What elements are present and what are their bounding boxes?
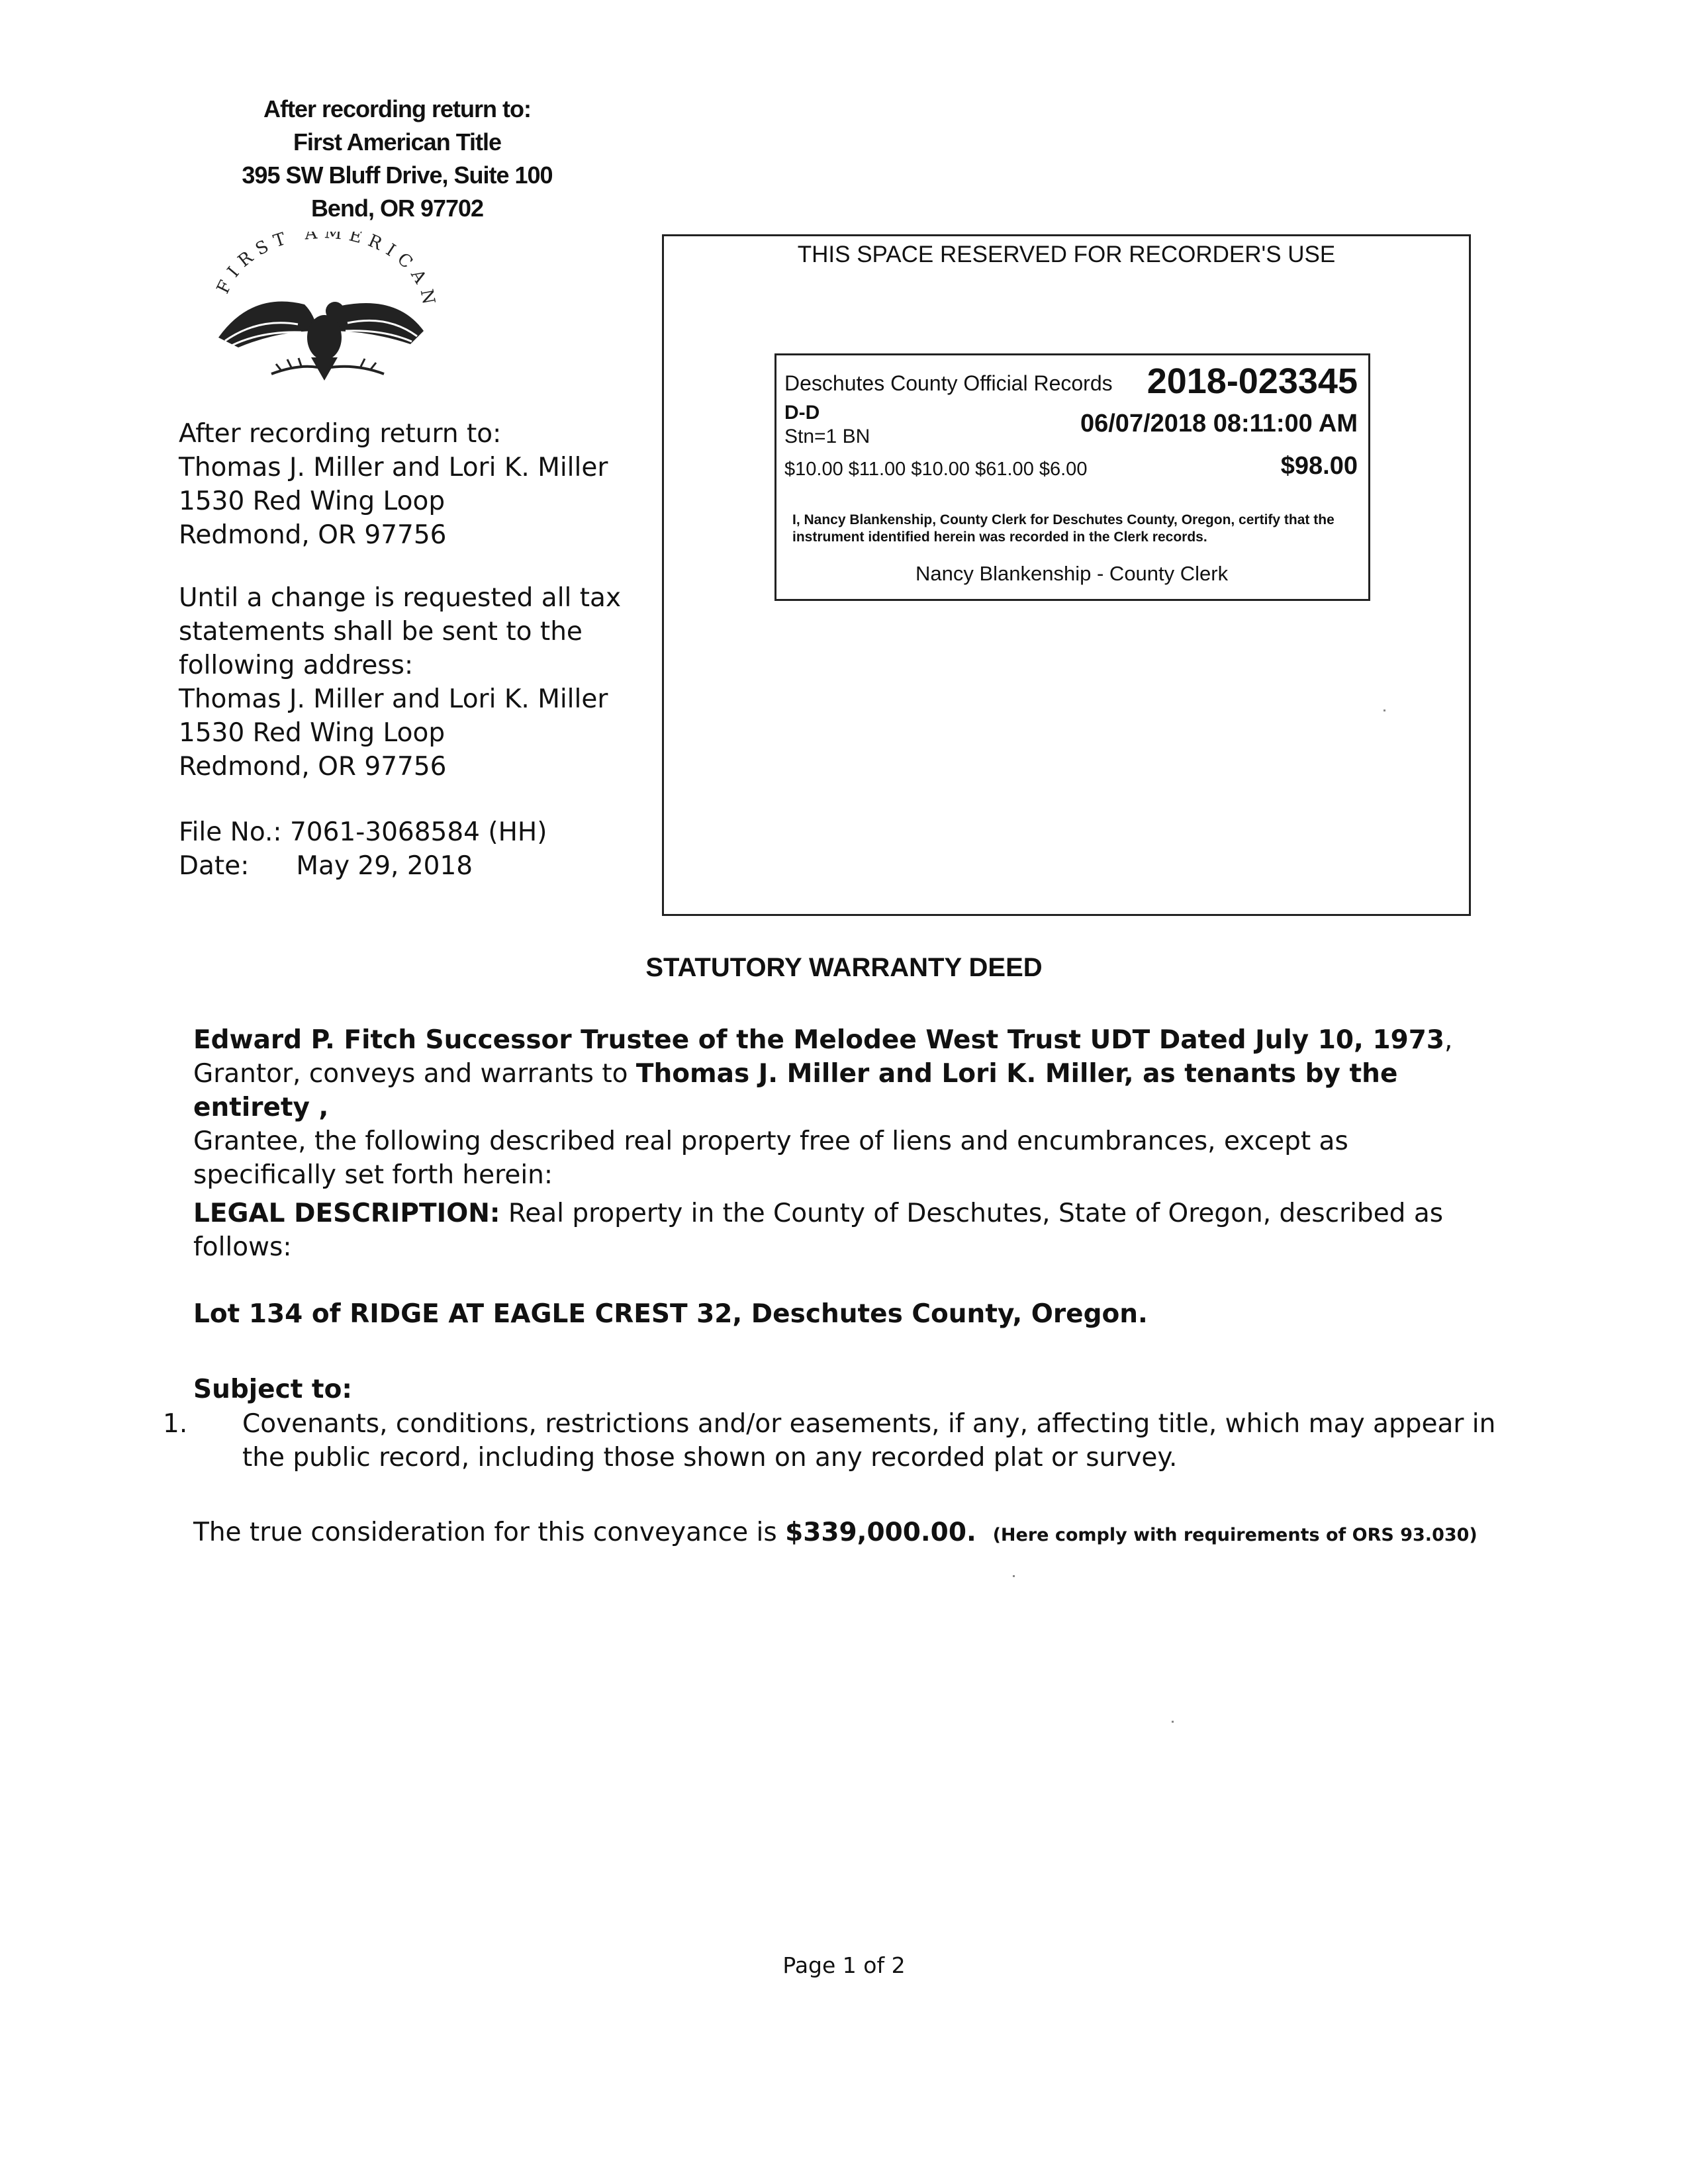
title-company-return-stamp — [218, 93, 576, 225]
grantee-return-street: 1530 Red Wing Loop — [179, 486, 445, 516]
deed-title: STATUTORY WARRANTY DEED — [645, 953, 1043, 982]
page-number: Page 1 of 2 — [782, 1952, 906, 1978]
grantee-return-city: Redmond, OR 97756 — [179, 520, 447, 550]
legal-description-paragraph — [193, 1197, 1491, 1264]
clerk-name: Nancy Blankenship - County Clerk — [915, 562, 1229, 585]
scan-speck — [1172, 1721, 1174, 1723]
county-records-label: Deschutes County Official Records — [784, 371, 1113, 395]
recording-stamp — [774, 353, 1370, 601]
fee-total: $98.00 — [1280, 452, 1358, 480]
svg-text:FIRST AMERICAN — [213, 232, 440, 312]
grantee-description: Grantee, the following described real property free of liens and encumbrances, except as specifically set forth herein: — [193, 1126, 1348, 1190]
date-label: Date: — [179, 851, 250, 881]
date-value: May 29, 2018 — [296, 851, 473, 881]
grantee-return-name: Thomas J. Miller and Lori K. Miller — [179, 453, 608, 482]
document-number: 2018-023345 — [1147, 361, 1358, 401]
recorder-reserved-label: THIS SPACE RESERVED FOR RECORDER'S USE — [797, 242, 1336, 267]
file-number-row — [179, 815, 547, 849]
company-street: 395 SW Bluff Drive, Suite 100 — [242, 161, 553, 189]
date-row — [179, 849, 547, 883]
grantor-comma: , — [1444, 1025, 1453, 1055]
clerk-certification: I, Nancy Blankenship, County Clerk for Deschutes County, Oregon, certify that the instrument identified herein was recorded in the Clerk records. — [792, 512, 1335, 545]
legal-description-label: LEGAL DESCRIPTION: — [193, 1199, 500, 1228]
tax-line-3: following address: — [179, 651, 414, 680]
tax-statement-block — [179, 581, 621, 784]
recorded-timestamp: 06/07/2018 08:11:00 AM — [1080, 410, 1358, 437]
lot-description: Lot 134 of RIDGE AT EAGLE CREST 32, Deschutes County, Oregon. — [193, 1299, 1148, 1329]
conveys-text: Grantor, conveys and warrants to — [193, 1059, 636, 1089]
scan-speck — [1383, 709, 1385, 711]
document-code: D-D — [784, 402, 820, 424]
station-code: Stn=1 BN — [784, 426, 870, 447]
subject-to-heading: Subject to: — [193, 1375, 352, 1404]
consideration-paragraph — [193, 1516, 1491, 1552]
scan-speck — [1013, 1575, 1015, 1577]
file-number-label: File No.: — [179, 817, 282, 847]
legal-description-text: Real property in the County of Deschutes, State of Oregon, described as follows: — [193, 1199, 1444, 1262]
tax-line-2: statements shall be sent to the — [179, 617, 583, 647]
tax-city: Redmond, OR 97756 — [179, 752, 447, 782]
consideration-amount: $339,000.00. — [785, 1518, 976, 1547]
grantee-return-block — [179, 417, 608, 552]
conveyance-paragraph — [193, 1023, 1491, 1192]
grantee-name: Thomas J. Miller and Lori K. Miller, as tenants by the entirety — [193, 1059, 1398, 1122]
grantee-return-heading: After recording return to: — [179, 419, 502, 449]
company-city: Bend, OR 97702 — [310, 195, 484, 222]
fee-list: $10.00 $11.00 $10.00 $61.00 $6.00 — [784, 459, 1088, 480]
first-american-logo — [199, 232, 450, 390]
logo-arc-text: FIRST AMERICAN — [213, 232, 440, 313]
tax-line-1: Until a change is requested all tax — [179, 583, 622, 613]
company-name: First American Title — [293, 128, 502, 156]
consideration-text: The true consideration for this conveyance is — [193, 1518, 786, 1547]
consideration-note: (Here comply with requirements of ORS 93.030) — [992, 1525, 1477, 1545]
eagle-icon — [199, 232, 450, 390]
return-heading: After recording return to: — [263, 95, 531, 122]
grantor-name: Edward P. Fitch Successor Trustee of the Melodee West Trust UDT Dated July 10, 1973 — [193, 1025, 1444, 1055]
file-number-value: 7061-3068584 (HH) — [289, 817, 547, 847]
grantee-comma: , — [309, 1093, 329, 1122]
tax-name: Thomas J. Miller and Lori K. Miller — [179, 684, 608, 714]
exception-number: 1. — [163, 1409, 188, 1439]
exception-text: Covenants, conditions, restrictions and/or easements, if any, affecting title, which may appear in the public record, including those shown on any recorded plat or survey. — [242, 1409, 1496, 1473]
tax-street: 1530 Red Wing Loop — [179, 718, 445, 748]
file-info-block — [179, 815, 547, 883]
